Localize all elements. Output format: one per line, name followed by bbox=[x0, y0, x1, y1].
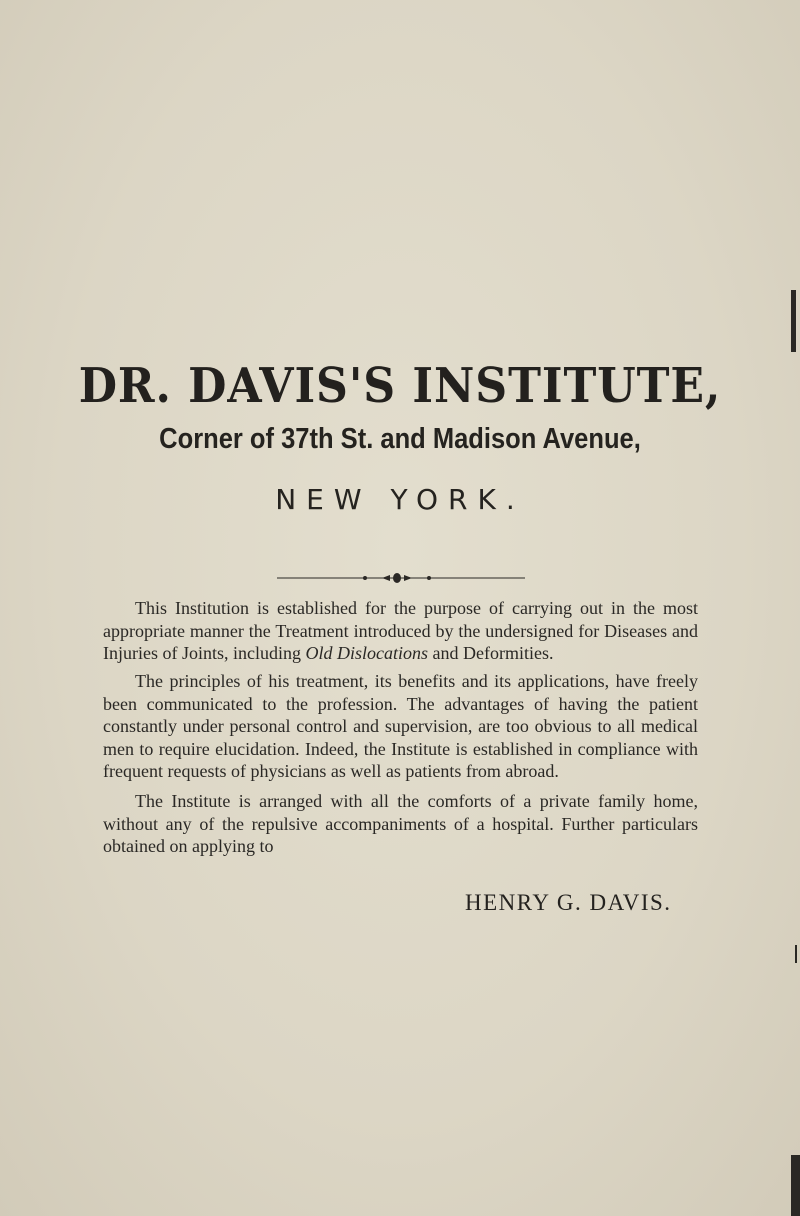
paragraph-3-text: The Institute is arranged with all the comforts of a private family home, without any of the repulsive accompaniments of a hospital. Further particulars obtained on applying to bbox=[103, 791, 698, 856]
paragraph-2 bbox=[103, 670, 698, 783]
ornamental-divider bbox=[277, 572, 525, 584]
city-line: NEW YORK. bbox=[275, 483, 525, 516]
paragraph-1-text: This Institution is established for the purpose of carrying out in the most appropriate manner the Treatment introduced by the undersigned for Diseases and Injuries of Joints, including bbox=[103, 598, 698, 663]
paragraph-2-text: The principles of his treatment, its benefits and its applications, have freely been communicated to the profession. The advantages of having the patient constantly under personal control and supervision, are too obvious to all medical men to require elucidation. Indeed, the Institute is established in compliance with frequent requests of physicians as well as patients from abroad. bbox=[103, 671, 698, 781]
scan-edge-mark bbox=[791, 1155, 800, 1216]
scan-edge-mark bbox=[795, 945, 797, 963]
scan-edge-mark bbox=[791, 290, 796, 352]
document-title: DR. DAVIS'S INSTITUTE, bbox=[78, 358, 722, 414]
address-line: Corner of 37th St. and Madison Avenue, bbox=[159, 423, 641, 455]
paragraph-1-italic: Old Dislocations bbox=[305, 643, 428, 663]
paragraph-1-end: and Deformities. bbox=[428, 643, 554, 663]
paragraph-3 bbox=[103, 790, 698, 858]
signature: HENRY G. DAVIS. bbox=[465, 890, 672, 915]
paragraph-1 bbox=[103, 597, 698, 665]
